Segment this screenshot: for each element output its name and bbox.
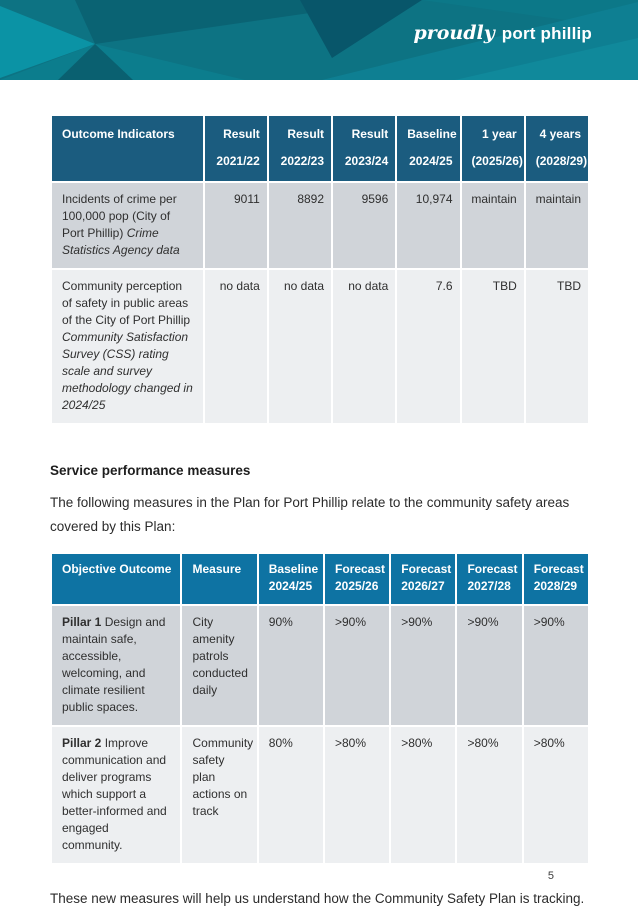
measure-value-cell: >80% <box>524 727 588 863</box>
measure-value-cell: >80% <box>457 727 521 863</box>
measures-header-cell: Objective Outcome <box>52 554 180 604</box>
measure-value-cell: >90% <box>524 606 588 725</box>
outcome-value-cell: maintain <box>462 183 524 268</box>
measures-header-cell: Forecast 2027/28 <box>457 554 521 604</box>
measures-table-header-row <box>52 554 588 604</box>
outcome-value-cell: 7.6 <box>397 270 459 423</box>
outcome-value-cell: TBD <box>526 270 588 423</box>
measure-value-cell: >90% <box>325 606 389 725</box>
measures-table-body <box>52 606 588 863</box>
outcome-table-row <box>52 270 588 423</box>
outcome-header-cell: 4 years (2028/29) <box>526 116 588 181</box>
outcome-value-cell: no data <box>205 270 267 423</box>
service-performance-measures-table <box>50 552 590 865</box>
outcome-header-cell: 1 year (2025/26) <box>462 116 524 181</box>
measure-value-cell: 80% <box>259 727 323 863</box>
objective-outcome-cell: Pillar 1 Design and maintain safe, accessible, welcoming, and climate resilient public spaces. <box>52 606 180 725</box>
outcome-header-cell: Outcome Indicators <box>52 116 203 181</box>
measure-cell: City amenity patrols conducted daily <box>182 606 256 725</box>
outcome-header-cell: Result 2022/23 <box>269 116 331 181</box>
outcome-indicators-table <box>50 114 590 425</box>
measure-value-cell: >80% <box>325 727 389 863</box>
outcome-value-cell: 9011 <box>205 183 267 268</box>
outcome-value-cell: 10,974 <box>397 183 459 268</box>
measures-header-cell: Forecast 2025/26 <box>325 554 389 604</box>
measure-value-cell: >80% <box>391 727 455 863</box>
outcome-value-cell: maintain <box>526 183 588 268</box>
outcome-header-cell: Result 2023/24 <box>333 116 395 181</box>
measures-table-row <box>52 727 588 863</box>
outcome-table-row <box>52 183 588 268</box>
measure-value-cell: 90% <box>259 606 323 725</box>
measures-header-cell: Baseline 2024/25 <box>259 554 323 604</box>
section-heading: Service performance measures <box>50 463 251 479</box>
header-banner <box>0 0 638 80</box>
outcome-value-cell: 9596 <box>333 183 395 268</box>
measure-value-cell: >90% <box>391 606 455 725</box>
port-phillip-logo <box>413 22 592 44</box>
measures-header-cell: Measure <box>182 554 256 604</box>
intro-paragraph: The following measures in the Plan for Port Phillip relate to the community safety areas covered by this Plan: <box>50 495 570 534</box>
outcome-value-cell: 8892 <box>269 183 331 268</box>
measure-cell: Community safety plan actions on track <box>182 727 256 863</box>
measure-value-cell: >90% <box>457 606 521 725</box>
outcome-table-body <box>52 183 588 423</box>
closing-paragraph: These new measures will help us understand how the Community Safety Plan is tracking. <box>50 891 585 907</box>
outcome-value-cell: TBD <box>462 270 524 423</box>
measures-table-row <box>52 606 588 725</box>
measures-header-cell: Forecast 2026/27 <box>391 554 455 604</box>
outcome-header-cell: Baseline 2024/25 <box>397 116 459 181</box>
outcome-indicator-cell: Community perception of safety in public areas of the City of Port Phillip Community Satisfaction Survey (CSS) rating scale and survey methodology changed in 2024/25 <box>52 270 203 423</box>
objective-outcome-cell: Pillar 2 Improve communication and deliver programs which support a better-informed and engaged community. <box>52 727 180 863</box>
outcome-table-header-row <box>52 116 588 181</box>
outcome-header-cell: Result 2021/22 <box>205 116 267 181</box>
logo-brand-words: port phillip <box>501 24 592 43</box>
logo-script-word: proudly <box>413 22 495 44</box>
outcome-value-cell: no data <box>269 270 331 423</box>
page-content <box>0 80 638 911</box>
outcome-value-cell: no data <box>333 270 395 423</box>
outcome-indicator-cell: Incidents of crime per 100,000 pop (City of Port Phillip) Crime Statistics Agency data <box>52 183 203 268</box>
measures-header-cell: Forecast 2028/29 <box>524 554 588 604</box>
page-number: 5 <box>547 870 554 882</box>
